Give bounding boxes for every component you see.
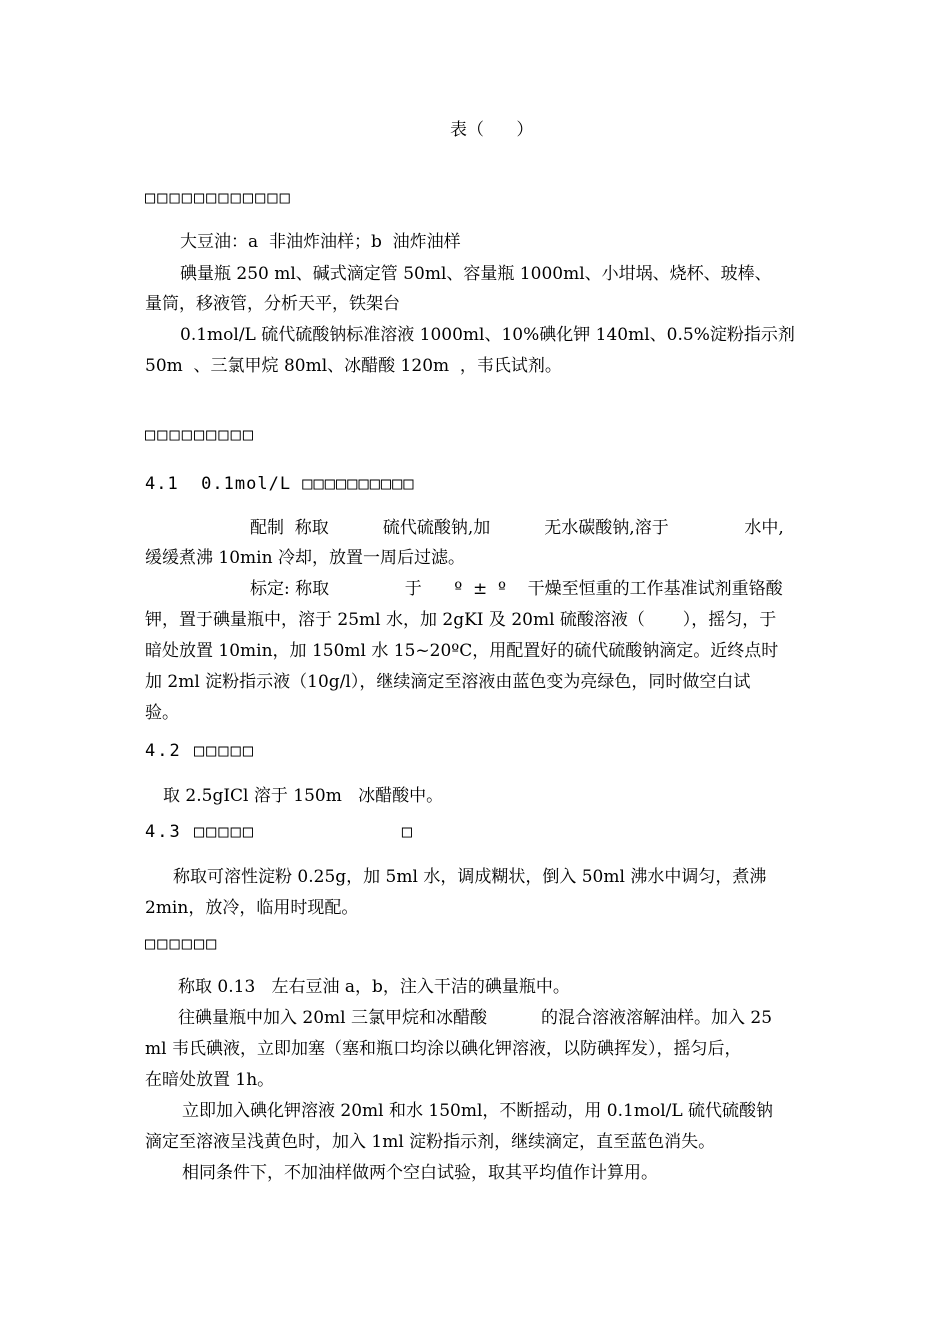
subsection-heading-4-2: 4.2 □□□□□ — [145, 741, 256, 761]
instruments-line-1: 碘量瓶 250 ml、碱式滴定管 50ml、容量瓶 1000ml、小坩埚、烧杯、玻棒、 — [180, 264, 772, 284]
starch-line-1: 称取可溶性淀粉 0.25g，加 5ml 水，调成糊状，倒入 50ml 沸水中调匀，煮沸 — [173, 867, 767, 887]
section-heading-procedure: □□□□□□ — [145, 934, 219, 954]
standardization-line-4: 加 2ml 淀粉指示液（10g/l），继续滴定至溶液由蓝色变为亮绿色，同时做空白试 — [145, 672, 751, 692]
preparation-line-2: 缓缓煮沸 10min 冷却，放置一周后过滤。 — [145, 548, 465, 568]
reagents-line-1: 0.1mol/L 硫代硫酸钠标准溶液 1000ml、10%碘化钾 140ml、0.5%淀粉指示剂 — [180, 325, 795, 345]
section-heading-reagent-prep: □□□□□□□□□ — [145, 425, 256, 445]
procedure-step-3-line-2: 滴定至溶液呈浅黄色时，加入 1ml 淀粉指示剂，继续滴定，直至蓝色消失。 — [145, 1132, 716, 1152]
procedure-step-3-line-1: 立即加入碘化钾溶液 20ml 和水 150ml，不断摇动，用 0.1mol/L 硫代硫酸钠 — [182, 1101, 774, 1121]
reagents-line-2: 50m 、三氯甲烷 80ml、冰醋酸 120m ，韦氏试剂。 — [145, 356, 562, 376]
procedure-step-1: 称取 0.13 左右豆油 a，b，注入干洁的碘量瓶中。 — [178, 977, 570, 997]
procedure-step-2-line-2: ml 韦氏碘液，立即加塞（塞和瓶口均涂以碘化钾溶液，以防碘挥发），摇匀后， — [145, 1039, 742, 1059]
instruments-line-2: 量筒，移液管，分析天平，铁架台 — [145, 294, 400, 314]
table-caption: 表（ ） — [450, 120, 534, 140]
preparation-line-1: 配制 称取 硫代硫酸钠,加 无水碳酸钠,溶于 水中, — [250, 518, 784, 538]
sample-line: 大豆油：a 非油炸油样；b 油炸油样 — [180, 232, 461, 252]
subsection-heading-4-3: 4.3 □□□□□ □ — [145, 822, 415, 842]
wijs-reagent-line: 取 2.5gICl 溶于 150m 冰醋酸中。 — [163, 786, 444, 806]
standardization-line-1: 标定: 称取 于 º ± º 干燥至恒重的工作基准试剂重铬酸 — [250, 579, 783, 599]
procedure-step-2-line-1: 往碘量瓶中加入 20ml 三氯甲烷和冰醋酸 的混合溶液溶解油样。加入 25 — [178, 1008, 773, 1028]
procedure-step-2-line-3: 在暗处放置 1h。 — [145, 1070, 275, 1090]
standardization-line-3: 暗处放置 10min，加 150ml 水 15~20ºC，用配置好的硫代硫酸钠滴定。近终点时 — [145, 641, 779, 661]
procedure-step-4: 相同条件下，不加油样做两个空白试验，取其平均值作计算用。 — [182, 1163, 658, 1183]
subsection-heading-4-1: 4.1 0.1mol/L □□□□□□□□□□ — [145, 474, 415, 494]
starch-line-2: 2min，放冷，临用时现配。 — [145, 898, 359, 918]
section-heading-materials: □□□□□□□□□□□□ — [145, 188, 292, 208]
standardization-line-2: 钾，置于碘量瓶中，溶于 25ml 水，加 2gKI 及 20ml 硫酸溶液（ ），摇匀，于 — [145, 610, 777, 630]
standardization-line-5: 验。 — [145, 703, 179, 723]
